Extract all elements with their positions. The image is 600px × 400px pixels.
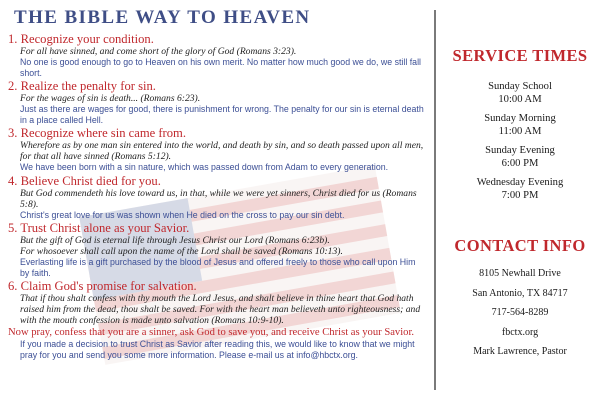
service-label: Wednesday Evening xyxy=(476,177,564,188)
explanation: Christ's great love for us was shown when He died on the cross to pay our sin debt. xyxy=(20,209,345,220)
address-line: 8105 Newhall Drive xyxy=(479,268,561,279)
step-title: 4. Believe Christ died for you. xyxy=(8,173,161,188)
verse: But God commendeth his love toward us, in that, while we were yet sinners, Christ died for us (Romans 5:8). xyxy=(20,187,417,210)
explanation: No one is good enough to go to Heaven on his own merit. No matter how much good we do, we still fall short. xyxy=(20,57,421,78)
service-label: Sunday School xyxy=(488,81,552,92)
service-time: 7:00 PM xyxy=(501,190,539,201)
contact-note: If you made a decision to trust Christ as Savior after reading this, we would like to know that we might pray for you and send you some more information. Please e-mail us at info@hbctx.org. xyxy=(20,339,415,360)
verse: For all have sinned, and come short of the glory of God (Romans 3:23). xyxy=(20,46,297,57)
pastor-name: Mark Lawrence, Pastor xyxy=(473,346,567,357)
phone-number[interactable]: 717-564-8289 xyxy=(491,307,549,318)
step-title: 1. Recognize your condition. xyxy=(8,32,154,46)
verse: That if thou shalt confess with thy mouth the Lord Jesus, and shalt believe in thine heart that God hath raised him from the dead, thou shalt be saved. For with the heart man believeth unto righteousness; and with the mouth confession is made unto salvation (Romans 10:9-10). xyxy=(20,293,421,326)
explanation: Everlasting life is a gift purchased by the blood of Jesus and offered freely to those who call upon Him by faith. xyxy=(20,257,416,278)
service-time: 6:00 PM xyxy=(501,158,539,169)
city-line: San Antonio, TX 84717 xyxy=(472,287,568,299)
verse: Wherefore as by one man sin entered into the world, and death by sin, and so death passed upon all men, for that all have sinned (Romans 5:12). xyxy=(20,140,424,162)
service-label: Sunday Evening xyxy=(485,145,555,156)
explanation: Just as there are wages for good, there is punishment for wrong. The penalty for our sin is eternal death in a place called Hell. xyxy=(20,104,424,125)
prayer-text: Now pray, confess that you are a sinner, ask God to save you, and receive Christ as your Savior. xyxy=(8,327,415,338)
verse: For whosoever shall call upon the name of the Lord shall be saved (Romans 10:13). xyxy=(20,246,343,257)
step-title: 5. Trust Christ alone as your Savior. xyxy=(8,221,190,235)
page-title: THE BIBLE WAY TO HEAVEN xyxy=(14,7,311,28)
step-1 xyxy=(8,32,424,78)
info-panel xyxy=(440,0,600,366)
service-item xyxy=(440,80,600,106)
step-title: 3. Recognize where sin came from. xyxy=(8,126,186,140)
column-divider xyxy=(434,10,436,390)
step-title: 6. Claim God's promise for salvation. xyxy=(8,279,197,293)
step-3 xyxy=(8,126,424,173)
step-6 xyxy=(8,279,424,326)
website-link[interactable]: fbctx.org xyxy=(501,326,539,338)
step-2 xyxy=(8,79,424,125)
service-label: Sunday Morning xyxy=(484,113,556,124)
contact-info-title: CONTACT INFO xyxy=(454,236,586,255)
service-item xyxy=(440,176,600,202)
step-title: 2. Realize the penalty for sin. xyxy=(8,79,156,93)
service-item xyxy=(440,144,600,170)
service-times-title: SERVICE TIMES xyxy=(452,46,588,65)
verse: But the gift of God is eternal life through Jesus Christ our Lord (Romans 6:23b). xyxy=(20,235,330,246)
service-item xyxy=(440,112,600,138)
step-4 xyxy=(8,174,424,221)
verse: For the wages of sin is death... (Romans 6:23). xyxy=(20,93,201,104)
service-time: 11:00 AM xyxy=(498,126,542,137)
gospel-panel xyxy=(8,6,424,360)
explanation: We have been born with a sin nature, which was passed down from Adam to every generation. xyxy=(20,162,389,172)
service-time: 10:00 AM xyxy=(498,94,542,105)
step-5 xyxy=(8,221,424,278)
